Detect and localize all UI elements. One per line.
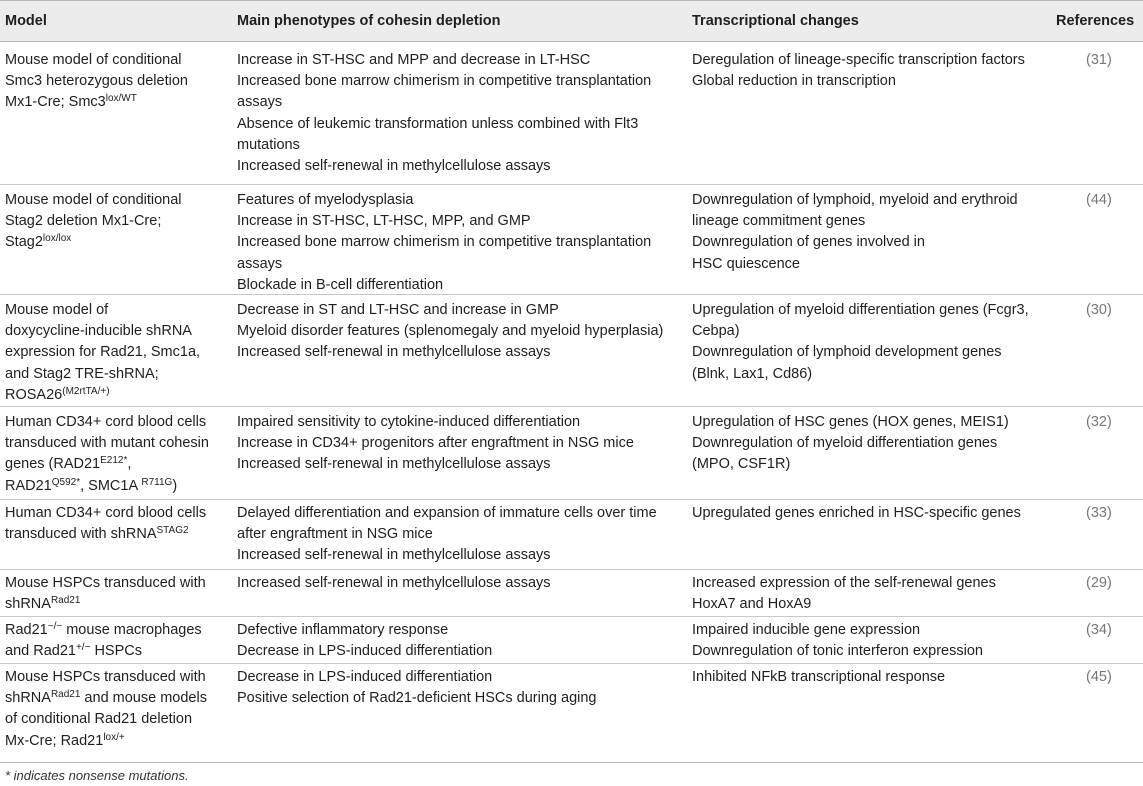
model-cell: Rad21−/− mouse macrophages and Rad21+/− HSPCs: [5, 621, 202, 660]
header-phenotypes: Main phenotypes of cohesin depletion: [237, 13, 501, 29]
transcriptional-cell: Upregulation of myeloid differentiation genes (Fcgr3, Cebpa) Downregulation of lymphoid development genes (Blnk, Lax1, Cd86): [692, 302, 1029, 382]
header-transcriptional: Transcriptional changes: [692, 13, 859, 29]
table-row: [0, 570, 1143, 617]
table-row: [0, 500, 1143, 570]
table-row: [0, 185, 1143, 295]
phenotypes-cell: Impaired sensitivity to cytokine-induced differentiation Increase in CD34+ progenitors after engraftment in NSG mice Increased self-renewal in methylcellulose assays: [237, 414, 634, 473]
transcriptional-cell: Deregulation of lineage-specific transcription factors Global reduction in transcription: [692, 52, 1025, 90]
table-row: [0, 407, 1143, 500]
reference-link[interactable]: (29): [1086, 575, 1112, 591]
reference-link[interactable]: (33): [1086, 505, 1112, 521]
model-cell: Mouse model of conditional Smc3 heterozygous deletion Mx1-Cre; $Smc3^{lox/WT}$: [5, 52, 188, 111]
phenotypes-cell: Decrease in LPS-induced differentiation Positive selection of Rad21-deficient HSCs during aging: [237, 669, 597, 707]
header-references: References: [1056, 13, 1135, 29]
phenotypes-cell: Increased self-renewal in methylcellulose assays: [237, 575, 551, 591]
model-cell: Human CD34+ cord blood cells transduced with shRNA$^{STAG2}$: [5, 505, 207, 543]
reference-link[interactable]: (45): [1086, 669, 1112, 685]
transcriptional-cell: Increased expression of the self-renewal genes HoxA7 and HoxA9: [692, 575, 996, 613]
model-cell: Human CD34+ cord blood cells transduced with mutant cohesin genes ($RAD21^{E212*}$, $RAD21^{Q592*}$, SMC1A $^{R711G}$): [5, 414, 209, 494]
table-footnote: * indicates nonsense mutations.: [5, 768, 189, 783]
transcriptional-cell: Downregulation of lymphoid, myeloid and erythroid lineage commitment genes Downregulation of genes involved in HSC quiescence: [692, 192, 1018, 272]
table-row: [0, 295, 1143, 407]
reference-link[interactable]: (30): [1086, 302, 1112, 318]
model-cell: Mouse HSPCs transduced with shRNA$^{Rad21}$ and mouse models of conditional Rad21 deletion Mx-Cre; $Rad21^{lox/+}$: [5, 669, 207, 749]
table-bottom-rule: [0, 762, 1143, 763]
model-cell: Mouse model of doxycycline-inducible shRNA expression for Rad21, Smc1a, and Stag2 TRE-shRNA; $ROSA26^{(M2rtTA/+)}$: [5, 302, 201, 403]
table-row: [0, 50, 1143, 185]
table-header: [0, 0, 1143, 42]
transcriptional-cell: Impaired inducible gene expression Downregulation of tonic interferon expression: [692, 622, 983, 660]
phenotypes-cell: Defective inflammatory response Decrease in LPS-induced differentiation: [237, 622, 493, 660]
phenotypes-cell: Features of myelodysplasia Increase in ST-HSC, LT-HSC, MPP, and GMP Increased bone marrow chimerism in competitive transplantation assays Blockade in B-cell differentiation: [237, 192, 652, 293]
table-row: [0, 617, 1143, 664]
reference-link[interactable]: (32): [1086, 414, 1112, 430]
model-cell: Mouse HSPCs transduced with shRNA$^{Rad21}$: [5, 575, 206, 613]
model-cell: Mouse model of conditional Stag2 deletion Mx1-Cre; $Stag2^{lox/lox}$: [5, 192, 182, 251]
phenotypes-cell: Increase in ST-HSC and MPP and decrease in LT-HSC Increased bone marrow chimerism in competitive transplantation assays Absence of leukemic transformation unless combined with Flt3 mutations Increased self-renewal in methylcellulose assays: [237, 52, 652, 175]
reference-link[interactable]: (31): [1086, 52, 1112, 68]
phenotypes-cell: Delayed differentiation and expansion of immature cells over time after engraftment in NSG mice Increased self-renewal in methylcellulose assays: [237, 505, 657, 564]
reference-link[interactable]: (34): [1086, 622, 1112, 638]
table-row: [0, 664, 1143, 762]
transcriptional-cell: Upregulated genes enriched in HSC-specific genes: [692, 505, 1021, 521]
transcriptional-cell: Upregulation of HSC genes (HOX genes, MEIS1) Downregulation of myeloid differentiation genes (MPO, CSF1R): [692, 414, 1009, 473]
phenotypes-cell: Decrease in ST and LT-HSC and increase in GMP Myeloid disorder features (splenomegaly and myeloid hyperplasia) Increased self-renewal in methylcellulose assays: [237, 302, 664, 361]
header-model: Model: [5, 13, 47, 29]
reference-link[interactable]: (44): [1086, 192, 1112, 208]
transcriptional-cell: Inhibited NFkB transcriptional response: [692, 669, 946, 685]
